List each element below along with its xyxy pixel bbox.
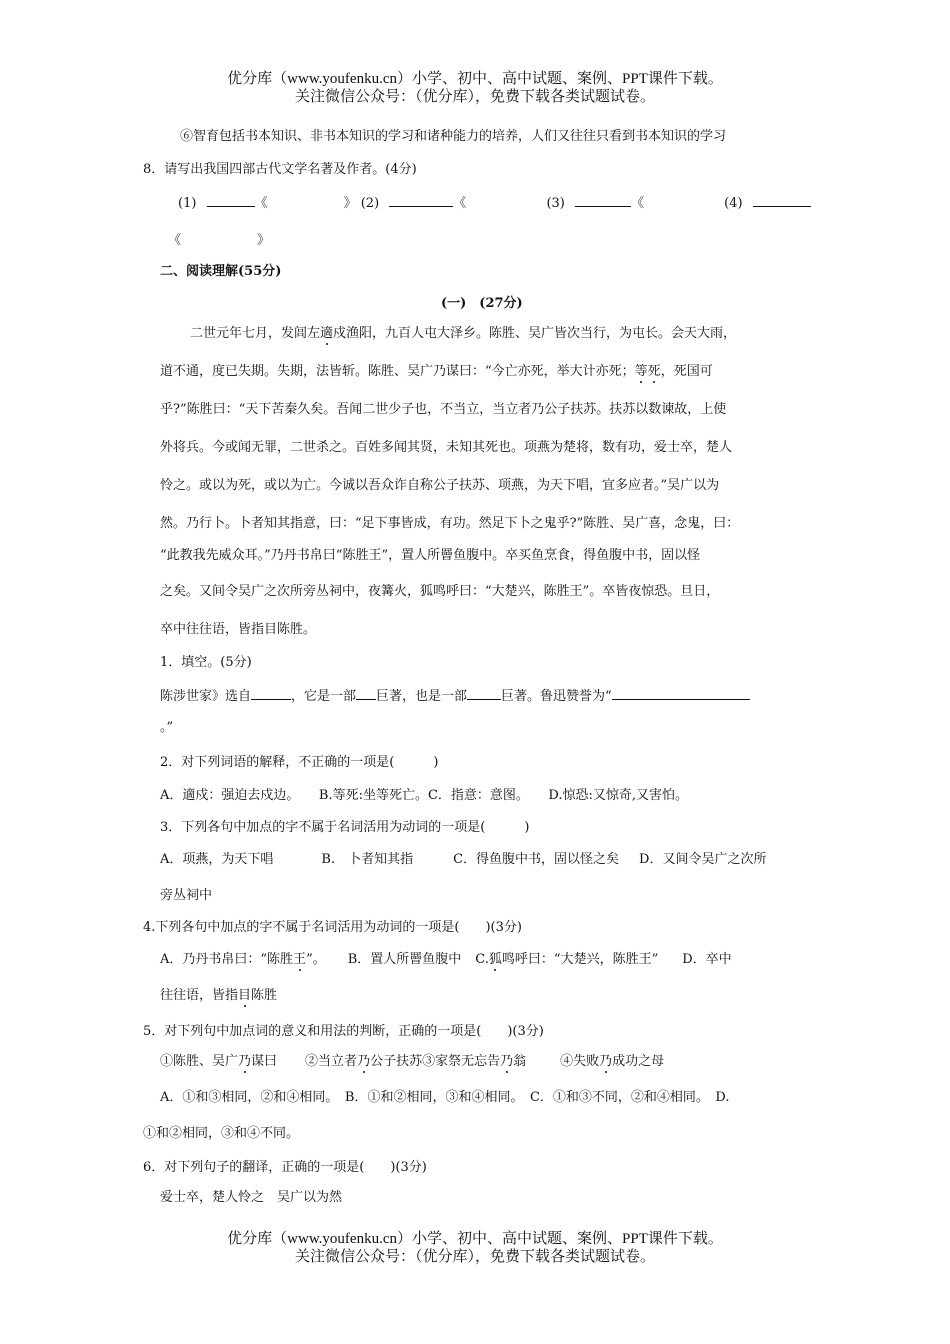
q8-num-3: (3) [546,196,565,211]
q3-option-d: D．又间令吴广之次所 [639,852,767,867]
passage-line-1: 二世元年七月，发闾左適戍渔阳，九百人屯大泽乡。陈胜、吴广皆次当行，为屯长。会天大雨， [190,326,737,341]
q4-stem: 4.下列各句中加点的字不属于名词活用为动词的一项是( )(3分) [143,920,522,935]
q1-blank-source[interactable] [251,686,291,700]
q4-options: A．乃丹书帛曰：“陈胜王”。 B．置人所罾鱼腹中 C.狐鸣呼曰：“大楚兴，陈胜王” D．卒中 [160,952,732,967]
q8-close-1: 》 [343,196,357,211]
q8-open-3: 《 [631,196,645,211]
dotted-char-mu: 目 [238,988,252,1003]
q3-option-c: C．得鱼腹中书，固以怪之矣 [453,852,620,867]
q3-options [160,851,766,869]
q5-stem: 5．对下列句中加点词的意义和用法的判断，正确的一项是( )(3分) [143,1024,544,1039]
footer-line-1: 优分库（www.youfenku.cn）小学、初中、高中试题、案例、PPT课件下载。 [227,1231,723,1247]
q5-option-d-cont: ①和②相同，③和④不同。 [143,1126,300,1141]
q3-stem: 3．下列各句中加点的字不属于名词活用为动词的一项是( ) [160,820,530,835]
q8-open-4: 《 [168,233,182,248]
dotted-char-nai-2: 乃 [357,1054,371,1069]
part-1-title: (一) (27分) [441,296,523,311]
q5-items: ①陈胜、吴广乃谋曰 ②当立者乃公子扶苏③家祭无忘告乃翁 ④失败乃成功之母 [160,1054,665,1069]
dotted-char-hu: 狐 [488,952,502,967]
header-line-2: 关注微信公众号：（优分库），免费下载各类试题试卷。 [294,89,655,105]
q1-blank-type-2[interactable] [467,686,501,700]
dotted-char-deng: 等 [634,364,648,379]
q6-stem: 6．对下列句子的翻译，正确的一项是( )(3分) [143,1160,427,1175]
q8-num-2: (2) [360,196,380,211]
q8-num-4: (4) [724,196,743,211]
passage-line-6: 然。乃行卜。卜者知其指意，曰：“足下事皆成，有功。然足下卜之鬼乎?”陈胜、吴广喜，念鬼，曰： [160,516,740,531]
dotted-char-shi: 適 [320,326,334,341]
q2-stem: 2．对下列词语的解释，不正确的一项是( ) [160,755,439,770]
section-2-title: 二、阅读理解(55分) [160,264,282,279]
passage-line-9: 卒中往往语，皆指目陈胜。 [160,622,317,637]
q1-line-end: 。” [160,720,174,735]
intro-line: ⑥智育包括书本知识、非书本知识的学习和诸种能力的培养，人们又往往只看到书本知识的学习 [180,129,727,144]
q4-option-d-cont: 往往语，皆指目陈胜 [160,988,278,1003]
q8-open-1: 《 [254,196,268,211]
q2-options: A．適戍：强迫去戍边。 B.等死:坐等死亡。C．指意：意图。 D.惊恐:又惊奇,又害怕。 [160,788,689,803]
q8-open-2: 《 [453,196,467,211]
q1-stem: 1．填空。(5分) [160,655,252,670]
q3-option-b: B. 卜者知其指 [321,852,414,867]
q1-blank-praise[interactable] [612,686,750,700]
header-line-1: 优分库（www.youfenku.cn）小学、初中、高中试题、案例、PPT课件下载。 [227,71,723,87]
passage-line-2: 道不通，度已失期。失期，法皆斩。陈胜、吴广乃谋曰：“今亡亦死，举大计亦死；等死，死国可 [160,364,713,379]
q1-blank-type-1[interactable] [356,686,376,700]
q8-blank-author-2[interactable] [389,193,453,207]
q8-answer-row-2 [168,232,270,250]
q8-blank-author-4[interactable] [753,193,811,207]
passage-line-8: 之矣。又间令吴广之次所旁丛祠中，夜篝火，狐鸣呼曰：“大楚兴，陈胜王”。卒皆夜惊恐。旦日， [160,584,720,599]
dotted-char-si: 死 [647,364,661,379]
passage-line-7: “此教我先威众耳。”乃丹书帛曰“陈胜王”，置人所罾鱼腹中。卒买鱼烹食，得鱼腹中书，固以怪 [160,548,701,563]
dotted-char-wang: 王 [293,952,307,967]
dotted-char-nai-3: 乃 [500,1054,514,1069]
q1-line: 陈涉世家》选自 ，它是一部 巨著，也是一部 巨著。鲁迅赞誉为“ [160,686,750,706]
q8-close-4: 》 [257,233,271,248]
q5-options: A．①和③相同，②和④相同。 B．①和②相同，③和④相同。 C．①和③不同，②和④相同。 D. [160,1090,730,1105]
passage-line-5: 怜之。或以为死，或以为亡。今诚以吾众诈自称公子扶苏、项燕，为天下唱，宜多应者。”吴广以为 [160,478,720,493]
q8-stem: 8．请写出我国四部古代文学名著及作者。(4分) [143,162,417,177]
q3-option-d-cont: 旁丛祠中 [160,888,213,903]
q8-blank-author-1[interactable] [207,193,255,207]
dotted-char-nai-4: 乃 [599,1054,613,1069]
q6-sentence: 爱士卒，楚人怜之 吴广以为然 [160,1190,343,1205]
dotted-char-nai-1: 乃 [238,1054,252,1069]
passage-line-4: 外将兵。今或闻无罪，二世杀之。百姓多闻其贤，未知其死也。项燕为楚将，数有功，爱士卒，楚人 [160,440,733,455]
q8-blank-author-3[interactable] [575,193,631,207]
q8-num-1: (1) [178,196,197,211]
passage-line-3: 乎?”陈胜曰：“天下苦秦久矣。吾闻二世少子也，不当立，当立者乃公子扶苏。扶苏以数谏故，上使 [160,402,727,417]
q8-answer-row [178,193,811,213]
q3-option-a: A．项燕，为天下唱 [160,852,274,867]
footer-line-2: 关注微信公众号：（优分库），免费下载各类试题试卷。 [294,1249,655,1265]
